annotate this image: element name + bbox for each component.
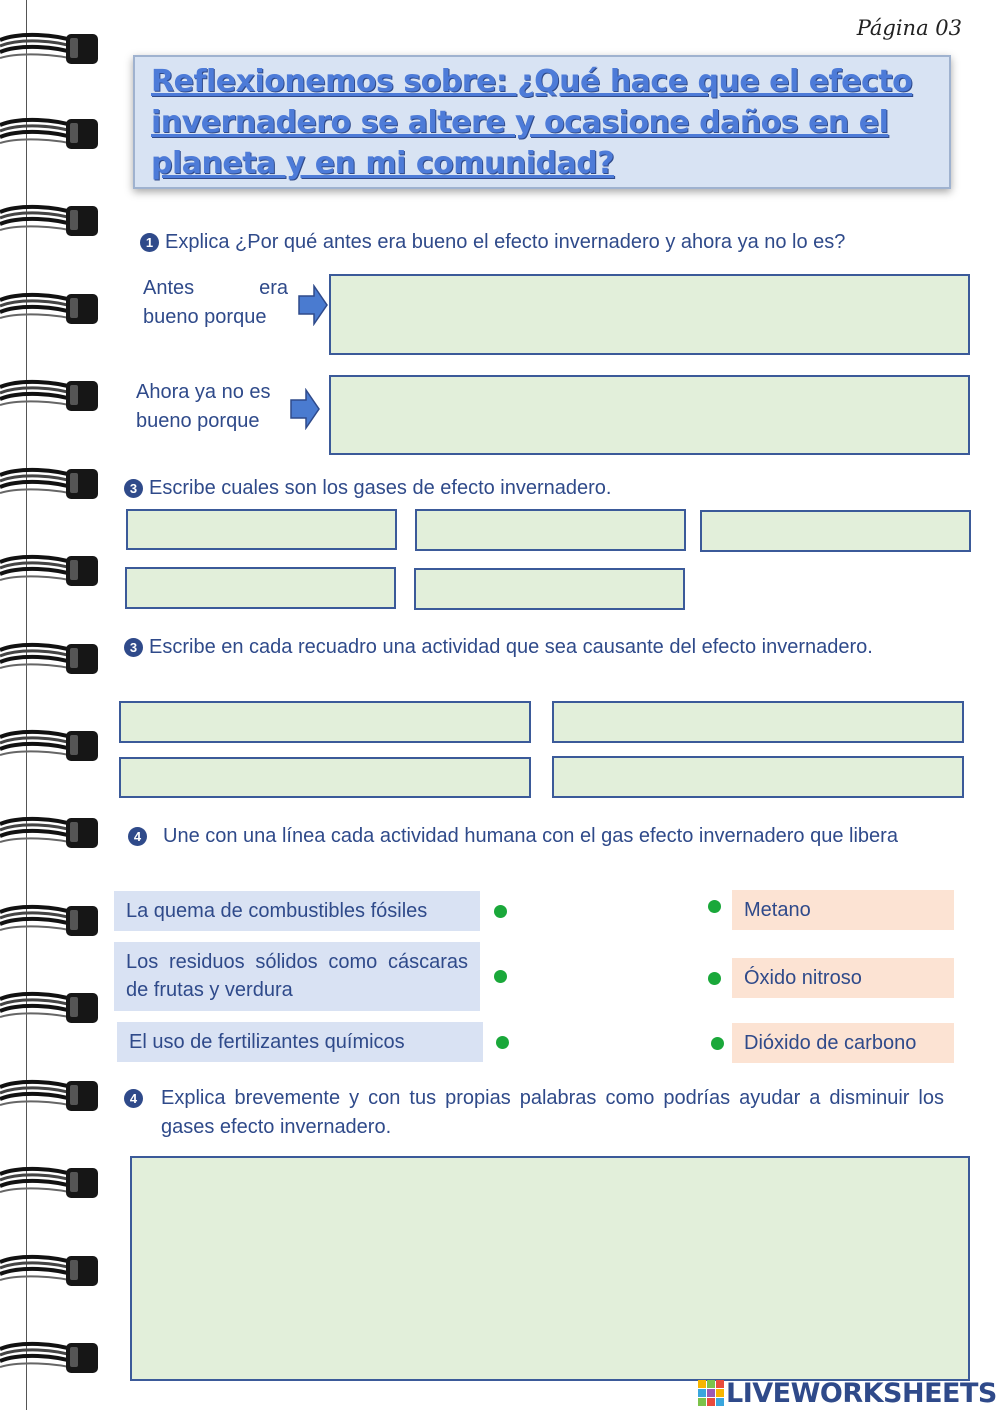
match-dot-left[interactable] — [494, 970, 507, 983]
spiral-ring — [0, 463, 100, 503]
question-4 — [128, 822, 944, 851]
activity-answer-box[interactable] — [119, 757, 531, 798]
liveworksheets-logo[interactable] — [698, 1378, 997, 1408]
spiral-ring — [0, 812, 100, 852]
spiral-ring — [0, 288, 100, 328]
page-number: Página 03 — [856, 16, 962, 40]
gas-answer-box[interactable] — [414, 568, 685, 610]
title-box — [133, 55, 951, 189]
liveworksheets-logo-icon — [698, 1380, 724, 1406]
activity-item: El uso de fertilizantes químicos — [117, 1022, 483, 1062]
spiral-ring — [0, 725, 100, 765]
question-2-prompt: Escribe cuales son los gases de efecto invernadero. — [149, 477, 612, 499]
question-4-number: 4 — [128, 827, 147, 846]
question-2-number: 3 — [124, 479, 143, 498]
arrow-right-icon — [290, 388, 320, 430]
spiral-ring — [0, 987, 100, 1027]
match-dot-right[interactable] — [711, 1037, 724, 1050]
label-now: Ahora ya no es bueno porque — [136, 381, 271, 432]
gas-answer-box[interactable] — [700, 510, 971, 552]
question-1-number: 1 — [140, 233, 159, 252]
spiral-ring — [0, 550, 100, 590]
activity-item: La quema de combustibles fósiles — [114, 891, 480, 931]
gas-item: Óxido nitroso — [732, 958, 954, 998]
spiral-ring — [0, 200, 100, 240]
question-3 — [124, 633, 873, 662]
question-5 — [124, 1084, 944, 1142]
answer-before-box[interactable] — [329, 274, 970, 355]
gas-item: Metano — [732, 890, 954, 930]
question-3-number: 3 — [124, 638, 143, 657]
gas-answer-box[interactable] — [415, 509, 686, 551]
gas-item: Dióxido de carbono — [732, 1023, 954, 1063]
spiral-ring — [0, 375, 100, 415]
spiral-ring — [0, 638, 100, 678]
question-1 — [140, 228, 845, 257]
spiral-ring — [0, 1075, 100, 1115]
arrow-right-icon — [298, 284, 328, 326]
spiral-ring — [0, 28, 100, 68]
question-1-prompt: Explica ¿Por qué antes era bueno el efecto invernadero y ahora ya no lo es? — [165, 231, 846, 253]
match-dot-right[interactable] — [708, 972, 721, 985]
question-2 — [124, 474, 612, 503]
spiral-ring — [0, 1337, 100, 1377]
question-5-number: 4 — [124, 1089, 143, 1108]
page-title: Reflexionemos sobre: ¿Qué hace que el efecto invernadero se altere y ocasione daños en el planeta y en mi comunidad? — [151, 64, 913, 181]
question-3-prompt: Escribe en cada recuadro una actividad que sea causante del efecto invernadero. — [149, 636, 873, 658]
gas-answer-box[interactable] — [125, 567, 396, 609]
activity-answer-box[interactable] — [552, 756, 964, 798]
spiral-ring — [0, 1250, 100, 1290]
gas-answer-box[interactable] — [126, 509, 397, 550]
match-dot-left[interactable] — [494, 905, 507, 918]
activity-answer-box[interactable] — [119, 701, 531, 743]
activity-answer-box[interactable] — [552, 701, 964, 743]
answer-explain-box[interactable] — [130, 1156, 970, 1381]
activity-item: Los residuos sólidos como cáscaras de frutas y verdura — [114, 942, 480, 1011]
match-dot-right[interactable] — [708, 900, 721, 913]
spiral-ring — [0, 113, 100, 153]
question-4-prompt: Une con una línea cada actividad humana con el gas efecto invernadero que libera — [163, 825, 898, 847]
question-5-prompt: Explica brevemente y con tus propias palabras como podrías ayudar a disminuir los gases efecto invernadero. — [161, 1087, 944, 1138]
match-dot-left[interactable] — [496, 1036, 509, 1049]
label-before: Antes era bueno porque — [143, 277, 288, 328]
liveworksheets-brand: LIVEWORKSHEETS — [726, 1378, 997, 1409]
spiral-ring — [0, 1162, 100, 1202]
spiral-ring — [0, 900, 100, 940]
answer-now-box[interactable] — [329, 375, 970, 455]
